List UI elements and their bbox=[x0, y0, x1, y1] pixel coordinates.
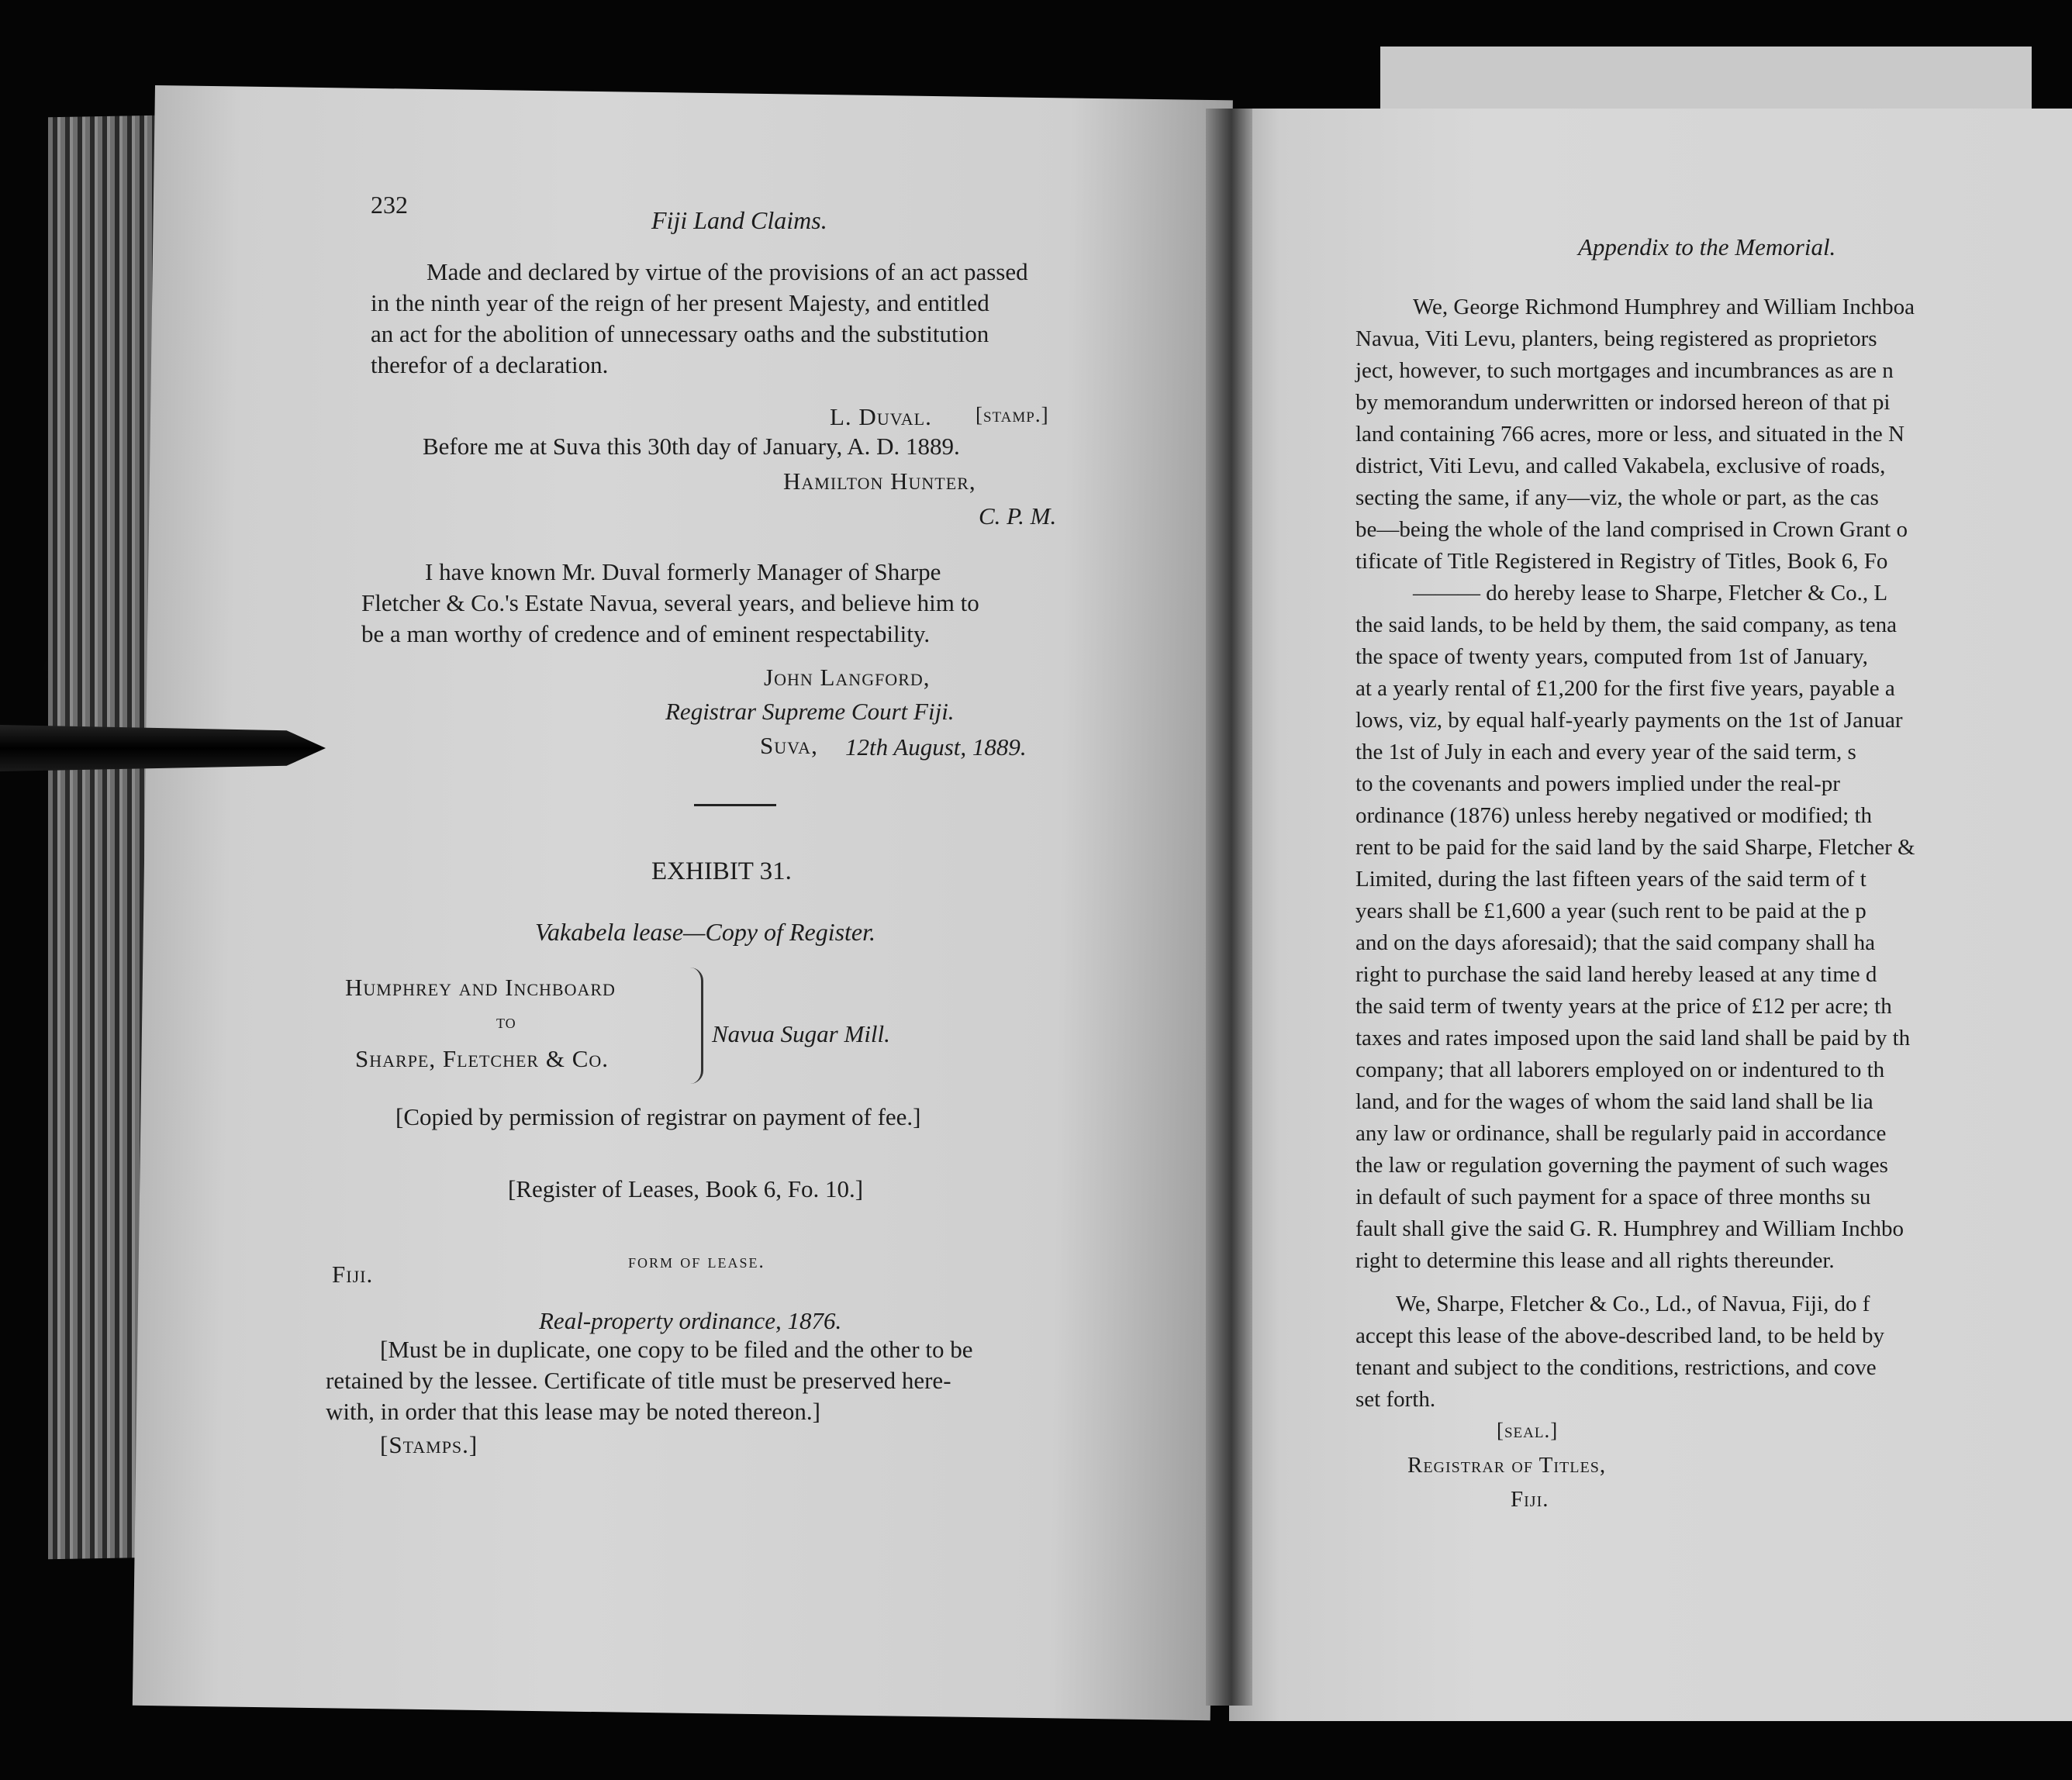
signature-title: C. P. M. bbox=[979, 502, 1057, 530]
text-line: Made and declared by virtue of the provisions of an act passed bbox=[426, 258, 1028, 285]
fiji-label: Fiji. bbox=[1511, 1487, 1549, 1512]
running-head: Fiji Land Claims. bbox=[651, 206, 827, 234]
place-date: Suva, bbox=[760, 732, 818, 759]
text-line: district, Viti Levu, and called Vakabela, exclusive of roads, bbox=[1355, 454, 1886, 478]
text-line: ordinance (1876) unless hereby negatived or modified; th bbox=[1355, 803, 1872, 828]
text-line: with, in order that this lease may be noted thereon.] bbox=[326, 1398, 820, 1425]
text-line: in the ninth year of the reign of her present Majesty, and entitled bbox=[371, 289, 989, 316]
text-line: land, and for the wages of whom the said land shall be lia bbox=[1355, 1089, 1873, 1114]
text-line: and on the days aforesaid); that the said company shall ha bbox=[1355, 930, 1876, 955]
text-line: lows, viz, by equal half-yearly payments on the 1st of Januar bbox=[1355, 708, 1903, 733]
text-line: ject, however, to such mortgages and incumbrances as are n bbox=[1355, 358, 1894, 383]
mill-name: Navua Sugar Mill. bbox=[712, 1020, 890, 1047]
stamps-note: [Stamps.] bbox=[380, 1431, 478, 1458]
text-line: company; that all laborers employed on or indentured to th bbox=[1355, 1057, 1885, 1082]
exhibit-heading: EXHIBIT 31. bbox=[651, 857, 792, 885]
text-line: We, George Richmond Humphrey and William Inchboa bbox=[1413, 295, 1915, 319]
text-line: land containing 766 acres, more or less, and situated in the N bbox=[1355, 422, 1905, 447]
text-line: by memorandum underwritten or indorsed hereon of that pi bbox=[1355, 390, 1891, 415]
text-line: fault shall give the said G. R. Humphrey and William Inchbo bbox=[1355, 1216, 1905, 1241]
registrar-label: Registrar of Titles, bbox=[1407, 1453, 1607, 1478]
text-line: taxes and rates imposed upon the said land shall be paid by th bbox=[1355, 1026, 1911, 1050]
party-from: Humphrey and Inchboard bbox=[345, 974, 616, 1001]
text-line: We, Sharpe, Fletcher & Co., Ld., of Navua, Fiji, do f bbox=[1396, 1292, 1870, 1316]
text-line: in default of such payment for a space of three months su bbox=[1355, 1185, 1871, 1209]
text-line: the space of twenty years, computed from 1st of January, bbox=[1355, 644, 1868, 669]
text-line: Fletcher & Co.'s Estate Navua, several years, and believe him to bbox=[361, 589, 979, 616]
text-line: rent to be paid for the said land by the said Sharpe, Fletcher & bbox=[1355, 835, 1915, 860]
brace bbox=[690, 968, 703, 1084]
text-line: therefor of a declaration. bbox=[371, 351, 609, 378]
pen-tip bbox=[0, 725, 326, 771]
place-date: 12th August, 1889. bbox=[845, 733, 1027, 761]
text-line: be—being the whole of the land comprised in Crown Grant o bbox=[1355, 517, 1908, 542]
text-line: Before me at Suva this 30th day of January, A. D. 1889. bbox=[423, 433, 960, 460]
book-gutter bbox=[1206, 109, 1252, 1706]
text-line: I have known Mr. Duval formerly Manager of Sharpe bbox=[425, 558, 941, 585]
text-line: secting the same, if any—viz, the whole or part, as the cas bbox=[1355, 485, 1879, 510]
text-line: an act for the abolition of unnecessary oaths and the substitution bbox=[371, 320, 989, 347]
form-label: form of lease. bbox=[628, 1251, 765, 1272]
party-grantee: Sharpe, Fletcher & Co. bbox=[355, 1045, 610, 1072]
text-line: Limited, during the last fifteen years of the said term of t bbox=[1355, 867, 1867, 892]
text-line: Navua, Viti Levu, planters, being registered as proprietors bbox=[1355, 326, 1877, 351]
text-line: the said term of twenty years at the price of £12 per acre; th bbox=[1355, 994, 1892, 1019]
signature: John Langford, bbox=[764, 664, 931, 691]
signature: L. Duval. bbox=[830, 403, 932, 430]
seal-note: [seal.] bbox=[1497, 1419, 1559, 1442]
text-line: right to determine this lease and all rights thereunder. bbox=[1355, 1248, 1835, 1273]
signature-title: Registrar Supreme Court Fiji. bbox=[665, 698, 955, 725]
text-line: [Must be in duplicate, one copy to be filed and the other to be bbox=[380, 1336, 973, 1363]
running-head: Appendix to the Memorial. bbox=[1578, 233, 1836, 260]
fiji-label: Fiji. bbox=[332, 1261, 374, 1288]
text-line: at a yearly rental of £1,200 for the first five years, payable a bbox=[1355, 676, 1895, 701]
exhibit-subheading: Vakabela lease—Copy of Register. bbox=[535, 918, 876, 946]
text-line: the said lands, to be held by them, the said company, as tena bbox=[1355, 612, 1897, 637]
text-line: retained by the lessee. Certificate of title must be preserved here- bbox=[326, 1367, 951, 1394]
party-to: to bbox=[496, 1010, 516, 1033]
divider bbox=[694, 804, 776, 806]
ordinance: Real-property ordinance, 1876. bbox=[539, 1307, 842, 1334]
text-line: set forth. bbox=[1355, 1387, 1436, 1412]
text-line: tificate of Title Registered in Registry of Titles, Book 6, Fo bbox=[1355, 549, 1888, 574]
register-note: [Register of Leases, Book 6, Fo. 10.] bbox=[508, 1175, 864, 1202]
text-line: right to purchase the said land hereby leased at any time d bbox=[1355, 962, 1877, 987]
text-line: be a man worthy of credence and of eminent respectability. bbox=[361, 620, 931, 647]
text-line: accept this lease of the above-described land, to be held by bbox=[1355, 1323, 1885, 1348]
page-number: 232 bbox=[371, 191, 408, 219]
stamp-note: [stamp.] bbox=[976, 403, 1049, 426]
text-line: any law or ordinance, shall be regularly paid in accordance bbox=[1355, 1121, 1887, 1146]
copied-note: [Copied by permission of registrar on payment of fee.] bbox=[395, 1103, 921, 1130]
text-line: the 1st of July in each and every year of the said term, s bbox=[1355, 740, 1856, 764]
text-line: tenant and subject to the conditions, restrictions, and cove bbox=[1355, 1355, 1877, 1380]
signature: Hamilton Hunter, bbox=[783, 467, 976, 495]
text-line: ——— do hereby lease to Sharpe, Fletcher & Co., L bbox=[1413, 581, 1888, 605]
text-line: years shall be £1,600 a year (such rent to be paid at the p bbox=[1355, 899, 1867, 923]
text-line: to the covenants and powers implied under the real-pr bbox=[1355, 771, 1840, 796]
text-line: the law or regulation governing the payment of such wages bbox=[1355, 1153, 1888, 1178]
